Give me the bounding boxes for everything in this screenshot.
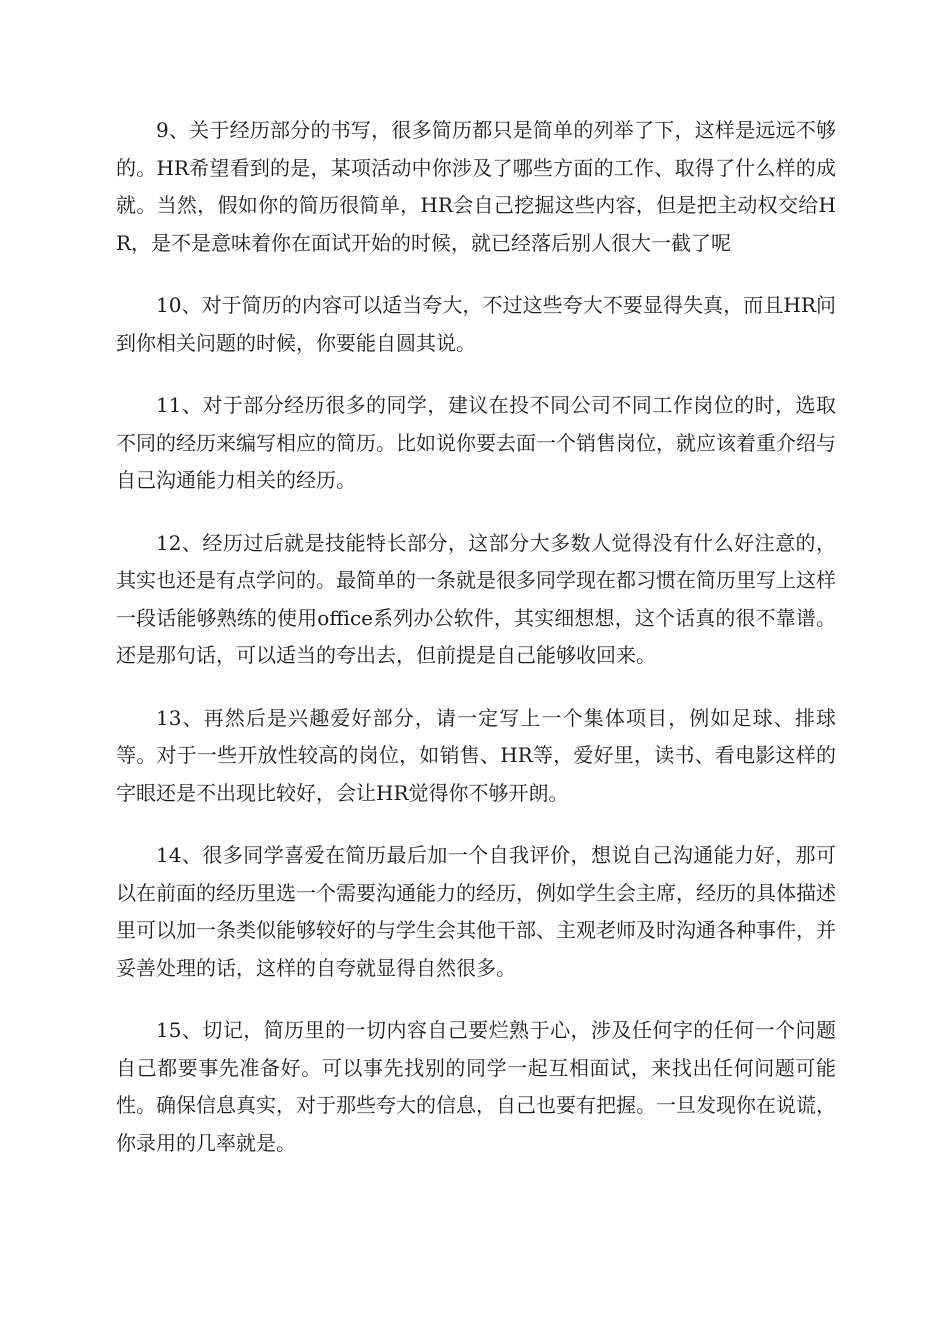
document-body [116, 112, 836, 1187]
paragraph-9: 9、关于经历部分的书写，很多简历都只是简单的列举了下，这样是远远不够的。HR希望看到的是，某项活动中你涉及了哪些方面的工作、取得了什么样的成就。当然，假如你的简历很简单，HR会自己挖掘这些内容，但是把主动权交给HR，是不是意味着你在面试开始的时候，就已经落后别人很大一截了呢 [116, 118, 836, 255]
paragraph-14: 14、很多同学喜爱在简历最后加一个自我评价，想说自己沟通能力好，那可以在前面的经历里选一个需要沟通能力的经历，例如学生会主席，经历的具体描述里可以加一条类似能够较好的与学生会其他干部、主观老师及时沟通各种事件，并妥善处理的话，这样的自夸就显得自然很多。 [116, 843, 836, 980]
paragraph-10: 10、对于简历的内容可以适当夸大，不过这些夸大不要显得失真，而且HR问到你相关问题的时候，你要能自圆其说。 [116, 293, 836, 355]
paragraph-15: 15、切记，简历里的一切内容自己要烂熟于心，涉及任何字的任何一个问题自己都要事先准备好。可以事先找别的同学一起互相面试，来找出任何问题可能性。确保信息真实，对于那些夸大的信息，自己也要有把握。一旦发现你在说谎，你录用的几率就是。 [116, 1018, 836, 1155]
paragraph-13: 13、再然后是兴趣爱好部分，请一定写上一个集体项目，例如足球、排球等。对于一些开放性较高的岗位，如销售、HR等，爱好里，读书、看电影这样的字眼还是不出现比较好，会让HR觉得你不够开朗。 [116, 705, 836, 805]
paragraph-12: 12、经历过后就是技能特长部分，这部分大多数人觉得没有什么好注意的，其实也还是有点学问的。最简单的一条就是很多同学现在都习惯在简历里写上这样一段话能够熟练的使用office系列办公软件，其实细想想，这个话真的很不靠谱。还是那句话，可以适当的夸出去，但前提是自己能够收回来。 [116, 530, 836, 667]
paragraph-11: 11、对于部分经历很多的同学，建议在投不同公司不同工作岗位的时，选取不同的经历来编写相应的简历。比如说你要去面一个销售岗位，就应该着重介绍与自己沟通能力相关的经历。 [116, 393, 836, 492]
